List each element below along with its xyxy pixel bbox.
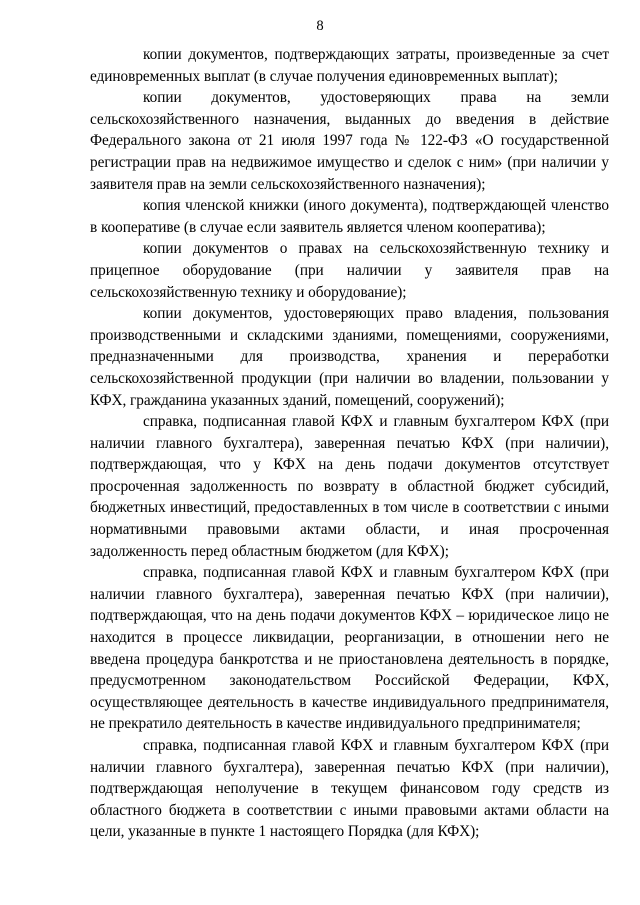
paragraph-membership-book: копия членской книжки (иного документа), подтверждающей членство в кооперативе (в случае если заявитель является членом кооператива); bbox=[90, 197, 609, 236]
paragraph-non-receipt-certificate: справка, подписанная главой КФХ и главным бухгалтером КФХ (при наличии главного бухгалтера), заверенная печатью КФХ (при наличии), подтверждающая неполучение в текущем финансовом году средств из областного бюджета в соответствии с иными правовыми актами области на цели, указанные в пункте 1 настоящего Порядка (для КФХ); bbox=[90, 737, 609, 841]
page-number: 8 bbox=[316, 18, 324, 34]
paragraph-debt-certificate: справка, подписанная главой КФХ и главным бухгалтером КФХ (при наличии главного бухгалтера), заверенная печатью КФХ (при наличии), подтверждающая, что у КФХ на день подачи документов отсутствует просроченная задолженность по возврату в областной бюджет субсидий, бюджетных инвестиций, предоставленных в том числе в соответствии с иными нормативными правовыми актами области, и иная просроченная задолженность перед областным бюджетом (для КФХ); bbox=[90, 413, 609, 560]
paragraph-land-rights: копии документов, удостоверяющих права на земли сельскохозяйственного назначения, выданных до введения в действие Федерального закона от 21 июля 1997 года № 122-ФЗ «О государственной регистрации прав на недвижимое имущество и сделок с ним» (при наличии у заявителя прав на земли сельскохозяйственного назначения); bbox=[90, 89, 609, 193]
paragraph-machinery-rights: копии документов о правах на сельскохозяйственную технику и прицепное оборудование (при наличии у заявителя прав на сельскохозяйственную технику и оборудование); bbox=[90, 240, 609, 301]
paragraph-building-rights: копии документов, удостоверяющих право владения, пользования производственными и складскими зданиями, помещениями, сооружениями, предназначенными для производства, хранения и переработки сельскохозяйственной продукции (при наличии во владении, пользовании у КФХ, гражданина указанных зданий, помещений, сооружений); bbox=[90, 305, 609, 409]
document-body bbox=[90, 44, 609, 843]
paragraph-expense-documents: копии документов, подтверждающих затраты, произведенные за счет единовременных выплат (в случае получения единовременных выплат); bbox=[90, 46, 609, 85]
paragraph-liquidation-certificate: справка, подписанная главой КФХ и главным бухгалтером КФХ (при наличии главного бухгалтера), заверенная печатью КФХ (при наличии), подтверждающая, что на день подачи документов КФХ – юридическое лицо не находится в процессе ликвидации, реорганизации, в отношении него не введена процедура банкротства и не приостановлена деятельность в порядке, предусмотренном законодательством Российской Федерации, КФХ, осуществляющее деятельность в качестве индивидуального предпринимателя, не прекратило деятельность в качестве индивидуального предпринимателя; bbox=[90, 564, 609, 733]
